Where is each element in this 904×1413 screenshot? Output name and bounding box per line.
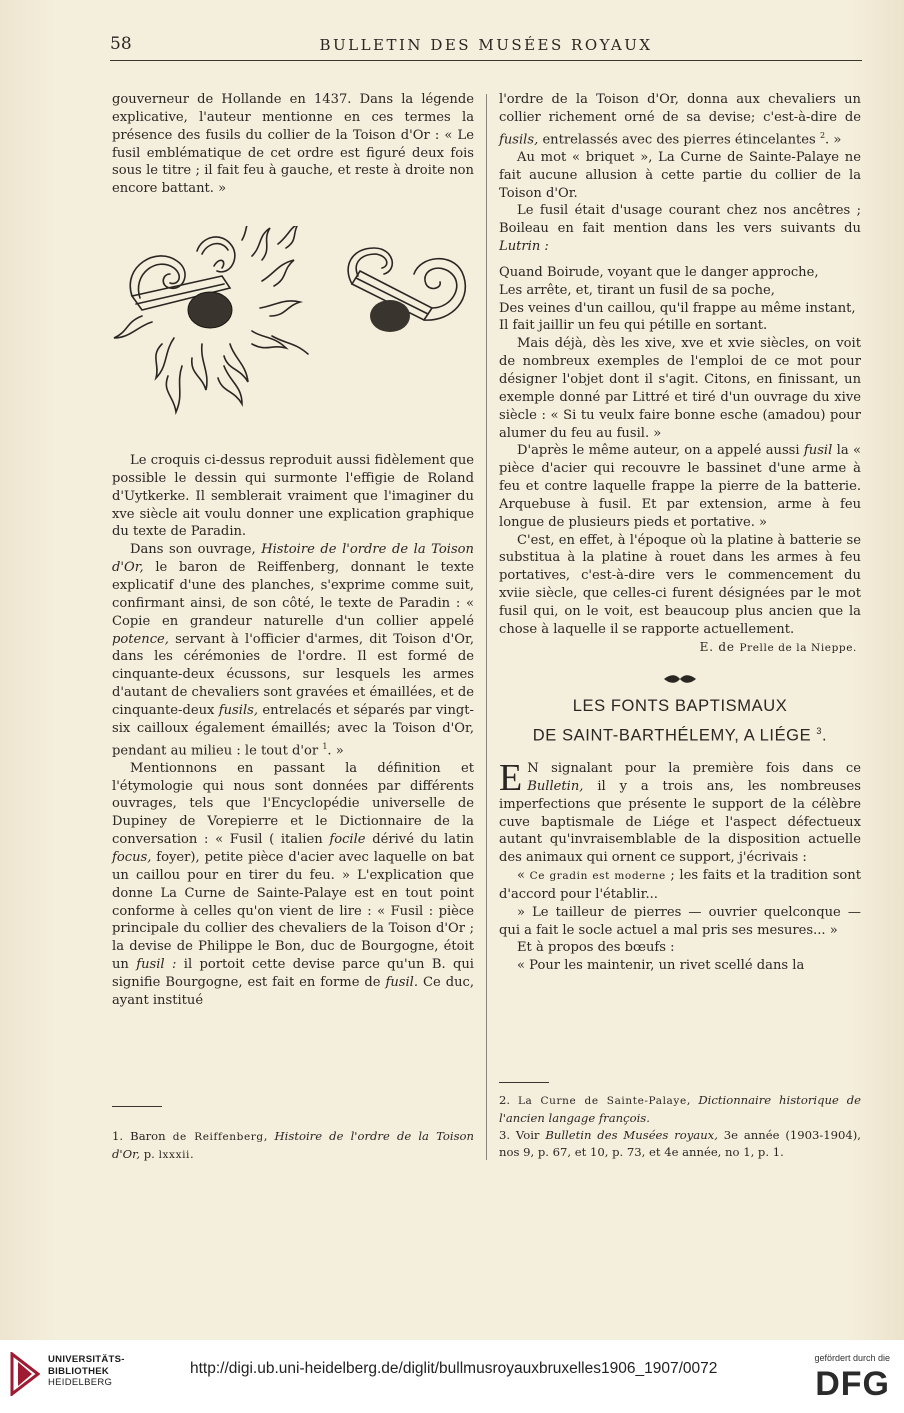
footnotes-left bbox=[112, 1128, 474, 1164]
verse-line: Des veines d'un caillou, qu'il frappe au même instant, bbox=[499, 300, 856, 316]
author-signature: E. de Prelle de la Nieppe. bbox=[699, 639, 857, 654]
paragraph: E N signalant pour la première fois dans ce Bulletin, il y a trois ans, les nombreuses imperfections que présente le support de la célèbre cuve baptismale de Liége et l'aspect défectueux autant qu'invraisemblable de la disposition actuelle des animaux qui ornent ce support, j'écrivais : bbox=[499, 757, 861, 866]
footnote-ref: 1 bbox=[322, 741, 328, 751]
footnote-rule bbox=[499, 1082, 549, 1083]
footnote: 2. La Curne de Sainte-Palaye, Dictionnaire historique de l'ancien langage françois. bbox=[499, 1093, 862, 1125]
paragraph: Le fusil était d'usage courant chez nos ancêtres ; Boileau en fait mention dans les vers suivants du Lutrin : bbox=[499, 203, 861, 255]
page-number: 58 bbox=[110, 34, 132, 54]
paragraph: Le croquis ci-dessus reproduit aussi fidèlement que possible le dessin qui surmonte l'effigie de Roland d'Uytkerke. Il semblerait vraiment que l'imaginer du xve siècle ait voulu donner une explication graphique du texte de Paradin. bbox=[112, 453, 474, 540]
running-title: BULLETIN DES MUSÉES ROYAUX bbox=[319, 36, 653, 54]
ub-heidelberg-logo-icon[interactable] bbox=[10, 1352, 40, 1396]
right-column bbox=[499, 91, 861, 975]
paragraph: D'après le même auteur, on a appelé aussi fusil la « pièce d'acier qui recouvre le bassinet d'une arme à feu et contre laquelle frappe la pierre de la batterie. Arquebuse à fusil. Et par extension, arme à feu longue de plusieurs pieds et portative. » bbox=[499, 443, 861, 530]
verse-line: Il fait jaillir un feu qui pétille en sortant. bbox=[499, 318, 768, 334]
header-rule bbox=[110, 60, 862, 61]
paragraph: Dans son ouvrage, Histoire de l'ordre de la Toison d'Or, le baron de Reiffenberg, donnant le texte explicatif d'une des planches, s'exprime comme suit, confirmant ainsi, de son côté, le texte de Paradin : « Copie en grandeur naturelle d'un collier appelé potence, servant à l'officier d'armes, dit Toison d'Or, dans les cérémonies de l'ordre. Il est formé de cinquante-deux écussons, sur lesquels les armes d'autant de chevaliers sont gravées et émaillées, et de cinquante-deux fusils, entrelacés et séparés par vingt-six cailloux également émaillés; avec la Toison d'Or, pendant au milieu : le tout d'or $^1$. » bbox=[112, 542, 474, 758]
article-title: LES FONTS BAPTISMAUX DE SAINT-BARTHÉLEMY, A LIÉGE $^3$. bbox=[532, 696, 828, 745]
left-column bbox=[112, 91, 474, 1010]
footnotes-right bbox=[499, 1092, 861, 1161]
viewer-footer bbox=[0, 1340, 904, 1413]
paragraph: » Le tailleur de pierres — ouvrier quelconque — qui a fait le socle actuel a mal pris ses mesures... » bbox=[499, 904, 861, 938]
footnote-ref: 3 bbox=[816, 725, 823, 736]
footnote: 1. Baron de Reiffenberg, Histoire de l'ordre de la Toison d'Or, p. lxxxii. bbox=[112, 1129, 474, 1161]
footnote-rule bbox=[112, 1106, 162, 1107]
dfg-logo[interactable]: DFG bbox=[815, 1365, 890, 1403]
paragraph: Au mot « briquet », La Curne de Sainte-Palaye ne fait aucune allusion à cette partie du collier de la Toison d'Or. bbox=[499, 149, 861, 201]
drop-cap: E bbox=[499, 757, 523, 800]
library-name[interactable]: UNIVERSITÄTS- BIBLIOTHEK HEIDELBERG bbox=[48, 1354, 125, 1388]
footnote-ref: 2 bbox=[819, 130, 826, 140]
permalink-url[interactable]: http://digi.ub.uni-heidelberg.de/diglit/bullmusroyauxbruxelles1906_1907/0072 bbox=[190, 1360, 718, 1377]
paragraph: l'ordre de la Toison d'Or, donna aux chevaliers un collier richement orné de sa devise; c'est-à-dire de fusils, entrelassés avec des pierres étincelantes $^2$. » bbox=[499, 92, 861, 148]
paragraph: Et à propos des bœufs : bbox=[517, 940, 675, 956]
verse-line: Les arrête, et, tirant un fusil de sa poche, bbox=[499, 282, 775, 298]
paragraph: Mais déjà, dès les xive, xve et xvie siècles, on voit de nombreux exemples de l'emploi de ce mot pour désigner l'objet dont il s'agit. Citons, en finissant, un exemple donné par Littré et tiré d'un ouvrage du xive siècle : « Si tu veulx faire bonne esche (amadou) pour alumer du feu au fusil. » bbox=[499, 336, 861, 441]
footnote: 3. Voir Bulletin des Musées royaux, 3e année (1903-1904), nos 9, p. 67, et 10, p. 73, et 4e année, no 1, p. 1. bbox=[499, 1128, 861, 1159]
running-header bbox=[110, 34, 862, 58]
paragraph: gouverneur de Hollande en 1437. Dans la légende explicative, l'auteur mentionne en ces termes la présence des fusils du collier de la Toison d'Or : « Le fusil emblématique de cet ordre est figuré deux fois sous le titre ; il fait feu à gauche, et reste à droite non encore battant. » bbox=[112, 92, 474, 197]
column-divider bbox=[486, 94, 487, 1160]
paragraph: C'est, en effet, à l'époque où la platine à batterie se substitua à la platine à rouet dans les armes à feu portatives, c'est-à-dire vers le commencement du xviie siècle, que celles-ci furent désignées par le mot fusil qui, on le voit, est beaucoup plus ancien que la chose à laquelle il se rapporte actuellement. bbox=[499, 532, 861, 637]
paragraph: « Pour les maintenir, un rivet scellé dans la bbox=[517, 958, 805, 974]
fusil-drawing-icon bbox=[102, 226, 482, 426]
paragraph: Mentionnons en passant la définition et l'étymologie qui nous sont données par différents ouvrages, tels que l'Encyclopédie universelle de Dupiney de Vorepierre et le Dictionnaire de la conversation : « Fusil ( italien focile dérivé du latin focus, foyer), petite pièce d'acier avec laquelle on bat un caillou pour en tirer du feu. » L'explication que donne La Curne de Sainte-Palaye est en tout point conforme à celles qu'on vient de lire : « Fusil : pièce principale du collier des chevaliers de la Toison d'Or ; la devise de Philippe le Bon, duc de Bourgogne, étoit un fusil : il portoit cette devise parce qu'un B. qui signifie Bourgogne, est fait en forme de fusil. Ce duc, ayant institué bbox=[112, 760, 475, 1008]
fleuron-icon bbox=[499, 672, 861, 682]
paragraph: « Ce gradin est moderne ; les faits et la tradition sont d'accord pour l'établir... bbox=[499, 868, 861, 902]
funding-label: gefördert durch die bbox=[814, 1353, 890, 1363]
verse-line: Quand Boirude, voyant que le danger approche, bbox=[499, 264, 819, 280]
